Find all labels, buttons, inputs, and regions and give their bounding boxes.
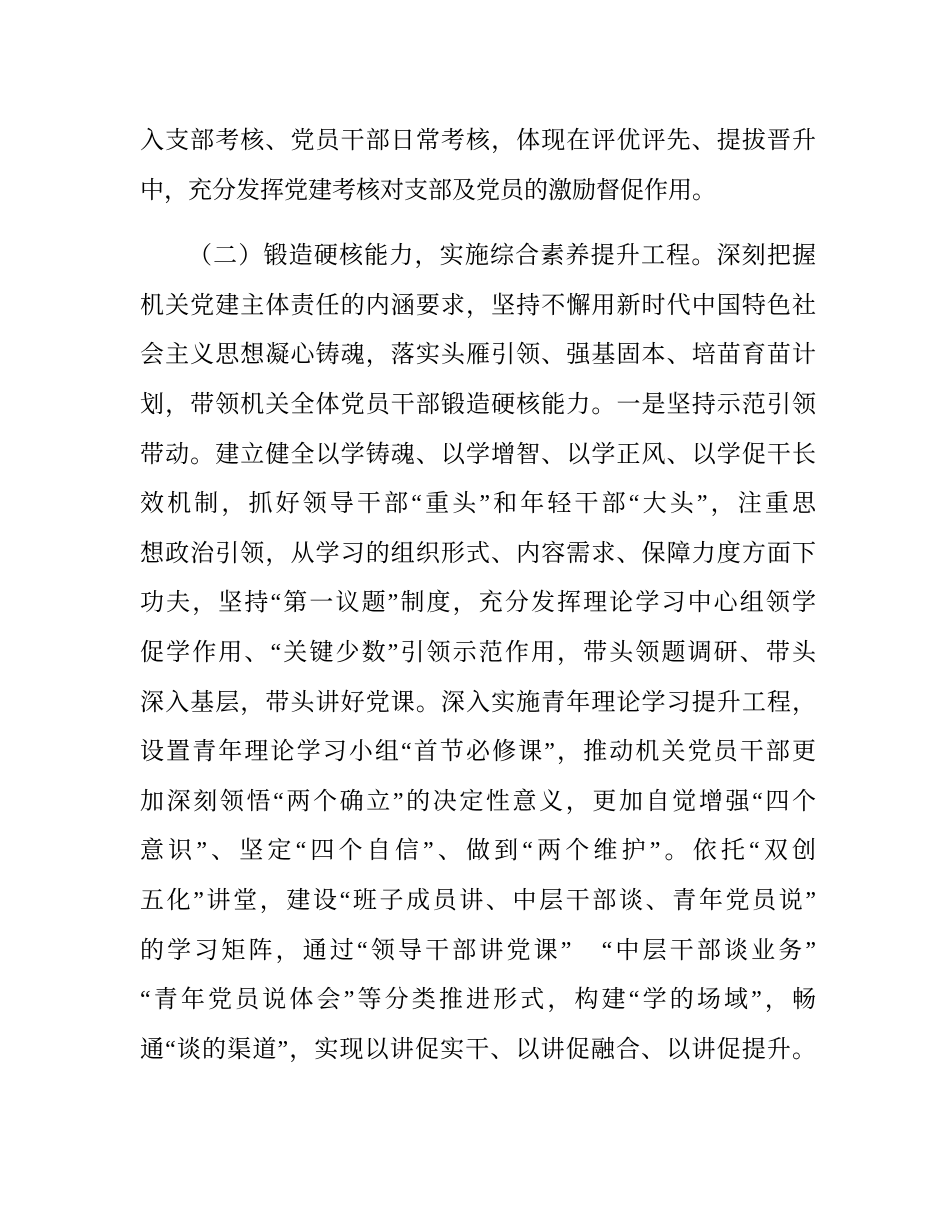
text-line: 中，充分发挥党建考核对支部及党员的激励督促作用。 xyxy=(140,177,716,204)
text-line: （二）锻造硬核能力，实施综合素养提升工程。深刻把握 xyxy=(188,243,816,270)
text-line: 功夫，坚持“第一议题”制度，充分发挥理论学习中心组领学 xyxy=(140,590,816,617)
text-line: 划，带领机关全体党员干部锻造硬核能力。一是坚持示范引领 xyxy=(140,391,816,418)
text-line: 带动。建立健全以学铸魂、以学增智、以学正风、以学促干长 xyxy=(140,441,816,468)
text-line: 会主义思想凝心铸魂，落实头雁引领、强基固本、培苗育苗计 xyxy=(140,342,816,369)
text-line: 深入基层，带头讲好党课。深入实施青年理论学习提升工程， xyxy=(140,689,816,716)
text-line: 意识”、坚定“四个自信”、做到“两个维护”。依托“双创 xyxy=(140,838,816,865)
text-line: “青年党员说体会”等分类推进形式，构建“学的场域”，畅 xyxy=(140,987,816,1014)
document-text-block xyxy=(140,117,816,1075)
paragraph xyxy=(140,117,816,216)
text-line: 通“谈的渠道”，实现以讲促实干、以讲促融合、以讲促提升。 xyxy=(140,1036,816,1063)
text-line: 效机制，抓好领导干部“重头”和年轻干部“大头”，注重思 xyxy=(140,491,816,518)
text-line: 想政治引领，从学习的组织形式、内容需求、保障力度方面下 xyxy=(140,540,816,567)
text-line: 入支部考核、党员干部日常考核，体现在评优评先、提拔晋升 xyxy=(140,128,816,154)
text-line: 机关党建主体责任的内涵要求，坚持不懈用新时代中国特色社 xyxy=(140,292,816,319)
text-line: 加深刻领悟“两个确立”的决定性意义，更加自觉增强“四个 xyxy=(140,788,816,815)
paragraph xyxy=(140,232,816,1075)
text-line: 五化”讲堂，建设“班子成员讲、中层干部谈、青年党员说” xyxy=(140,887,816,914)
text-line: 促学作用、“关键少数”引领示范作用，带头领题调研、带头 xyxy=(140,639,816,666)
text-line: 的学习矩阵，通过“领导干部讲党课” “中层干部谈业务” xyxy=(140,937,816,964)
text-line: 设置青年理论学习小组“首节必修课”，推动机关党员干部更 xyxy=(140,739,816,766)
